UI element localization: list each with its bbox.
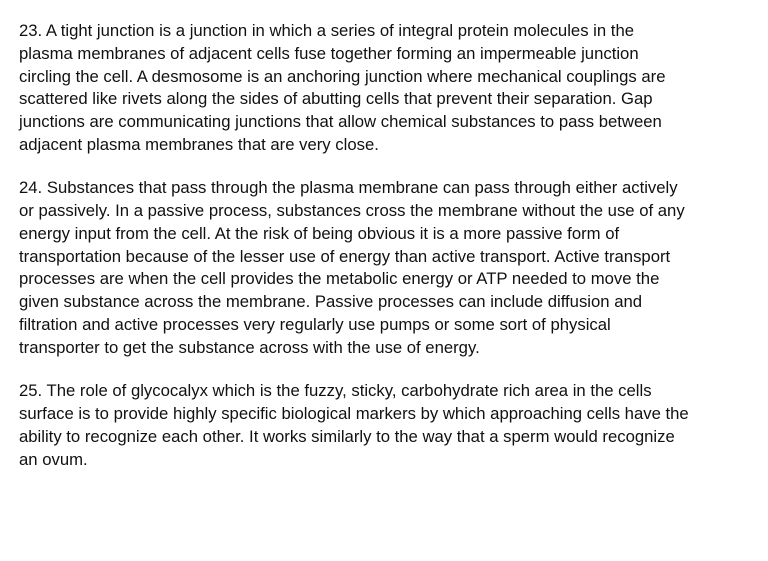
text-line: transportation because of the lesser use of energy than active transport. Active transport <box>19 246 671 266</box>
text-line: 24. Substances that pass through the plasma membrane can pass through either actively <box>19 178 678 198</box>
paragraph-24 <box>19 177 764 359</box>
document-body <box>19 20 764 492</box>
text-line: processes are when the cell provides the metabolic energy or ATP needed to move the <box>19 269 660 289</box>
paragraph-25 <box>19 380 764 471</box>
text-line: circling the cell. A desmosome is an anchoring junction where mechanical couplings are <box>19 66 666 86</box>
text-line: or passively. In a passive process, substances cross the membrane without the use of any <box>19 201 685 221</box>
text-line: adjacent plasma membranes that are very close. <box>19 134 379 154</box>
text-line: an ovum. <box>19 449 88 469</box>
text-line: junctions are communicating junctions that allow chemical substances to pass between <box>19 112 662 132</box>
text-line: surface is to provide highly specific biological markers by which approaching cells have the <box>19 403 689 423</box>
text-line: 23. A tight junction is a junction in which a series of integral protein molecules in the <box>19 21 635 40</box>
text-line: ability to recognize each other. It works similarly to the way that a sperm would recognize <box>19 426 675 446</box>
paragraph-23 <box>19 20 764 157</box>
text-line: given substance across the membrane. Passive processes can include diffusion and <box>19 292 643 312</box>
text-line: 25. The role of glycocalyx which is the fuzzy, sticky, carbohydrate rich area in the cells <box>19 381 652 401</box>
text-line: transporter to get the substance across with the use of energy. <box>19 337 480 357</box>
text-line: plasma membranes of adjacent cells fuse together forming an impermeable junction <box>19 43 639 63</box>
text-line: energy input from the cell. At the risk of being obvious it is a more passive form of <box>19 223 620 243</box>
text-line: filtration and active processes very regularly use pumps or some sort of physical <box>19 315 611 335</box>
text-line: scattered like rivets along the sides of abutting cells that prevent their separation. Gap <box>19 89 653 109</box>
